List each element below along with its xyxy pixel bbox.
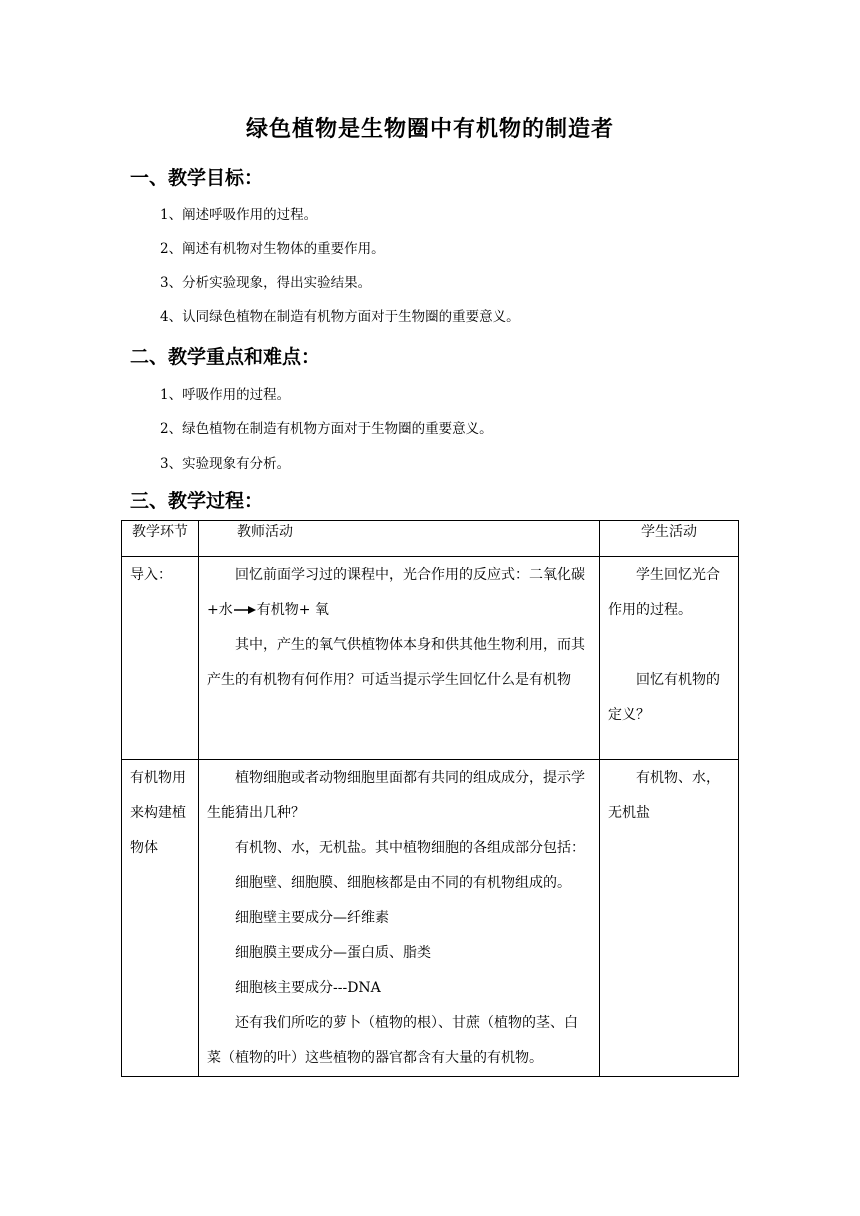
student-paragraph: 有机物、水，无机盐 xyxy=(608,770,720,821)
teacher-paragraph: 有机物、水，无机盐。其中植物细胞的各组成部分包括： xyxy=(235,840,585,856)
stage-label: 导入： xyxy=(130,567,172,583)
document-title: 绿色植物是生物圈中有机物的制造者 xyxy=(245,117,614,142)
stage-cell xyxy=(122,557,199,760)
objective-item: 1、阐述呼吸作用的过程。 xyxy=(160,207,318,223)
teacher-paragraph: 其中，产生的氧气供植物体本身和供其他生物利用，而其产生的有机物有何作用？可适当提示学生回忆什么是有机物 xyxy=(207,637,585,688)
section-heading-process: 三、教学过程： xyxy=(130,490,264,512)
teacher-paragraph: 植物细胞或者动物细胞里面都有共同的组成成分，提示学生能猜出几种？ xyxy=(207,770,585,821)
student-paragraph: 回忆有机物的定义？ xyxy=(608,672,720,723)
table-header-row xyxy=(122,521,739,557)
key-point-item: 1、呼吸作用的过程。 xyxy=(160,387,291,403)
teacher-activity-cell xyxy=(199,760,600,1077)
teacher-paragraph xyxy=(207,558,591,628)
header-stage: 教学环节 xyxy=(122,521,199,557)
student-paragraph: 学生回忆光合作用的过程。 xyxy=(608,567,720,618)
header-teacher-activity: 教师活动 xyxy=(199,521,600,557)
stage-cell xyxy=(122,760,199,1077)
table-row xyxy=(122,760,739,1077)
teaching-process-table xyxy=(121,520,739,1077)
teacher-paragraph: 还有我们所吃的萝卜（植物的根）、甘蔗（植物的茎、白菜（植物的叶）这些植物的器官都含有大量的有机物。 xyxy=(207,1015,578,1066)
student-activity-cell xyxy=(600,760,739,1077)
arrow-icon xyxy=(234,605,256,615)
teacher-activity-cell xyxy=(199,557,600,760)
teacher-paragraph: 细胞膜主要成分—蛋白质、脂类 xyxy=(235,945,431,961)
reaction-left: 回忆前面学习过的课程中，光合作用的反应式：二氧化碳+水 xyxy=(207,567,585,618)
objective-item: 3、分析实验现象，得出实验结果。 xyxy=(160,275,372,291)
objective-item: 4、认同绿色植物在制造有机物方面对于生物圈的重要意义。 xyxy=(160,309,520,325)
reaction-right: 有机物+ 氧 xyxy=(256,602,329,618)
stage-label: 有机物用来构建植物体 xyxy=(130,770,186,856)
header-student-activity: 学生活动 xyxy=(600,521,739,557)
teacher-paragraph: 细胞壁主要成分—纤维素 xyxy=(235,910,389,926)
student-activity-cell xyxy=(600,557,739,760)
table-row xyxy=(122,557,739,760)
teacher-paragraph: 细胞壁、细胞膜、细胞核都是由不同的有机物组成的。 xyxy=(235,875,571,891)
section-heading-key-points: 二、教学重点和难点： xyxy=(130,346,321,368)
section-heading-objectives: 一、教学目标： xyxy=(130,167,264,189)
key-point-item: 3、实验现象有分析。 xyxy=(160,456,291,472)
teacher-paragraph: 细胞核主要成分---DNA xyxy=(235,980,381,996)
key-point-item: 2、绿色植物在制造有机物方面对于生物圈的重要意义。 xyxy=(160,421,493,437)
objective-item: 2、阐述有机物对生物体的重要作用。 xyxy=(160,241,385,257)
